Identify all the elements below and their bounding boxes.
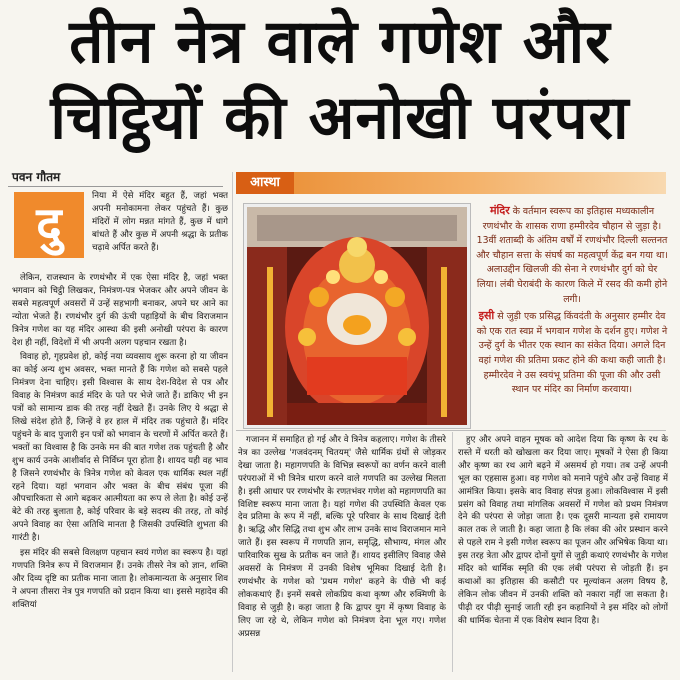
left-col-paragraph-3: इस मंदिर की सबसे विलक्षण पहचान स्वयं गणेश का स्वरूप है। यहां गणपति त्रिनेत्र रूप में विराजमान हैं। उनके तीसरे नेत्र को ज्ञान, शक्ति और दिव्य दृष्टि का प्रतीक माना जाता है। लोकमान्यता के अनुसार शिव ने अपना तीसरा नेत्र पुत्र गणपति को प्रदान किया था। इससे महादेव की शक्तियां — [12, 548, 228, 610]
left-col-paragraph-1: लेकिन, राजस्थान के रणथंभौर में एक ऐसा मंदिर है, जहां भक्त भगवान को चिट्ठी लिखकर, निमंत्रण-पत्र भेजकर और अपने जीवन के सबसे महत्वपूर्ण अवसरों में उन्हें सहभागी बनाकर, अपने घर आने का न्योता भेजते हैं। रणथंभौर दुर्ग की ऊंची पहाड़ियों के बीच विराजमान त्रिनेत्र गणेश का यह मंदिर आस्था की इसी अनोखी परंपरा के कारण देश ही नहीं, विदेशों में भी अपनी अलग पहचान रखता है। — [12, 273, 228, 348]
side-paragraph-1: के वर्तमान स्वरूप का इतिहास मध्यकालीन रणथंभौर के शासक राणा हम्मीरदेव चौहान से जुड़ा है। 13वीं शताब्दी के अंतिम वर्षों में रणथंभौर दिल्ली सल्तनत और चौहान सत्ता के संघर्ष का महत्वपूर्ण केंद्र बन गया था। अलाउद्दीन खिलजी की सेना ने रणथंभौर दुर्ग को घेर लिया। लंबी घेराबंदी के कारण किले में रसद की कमी होने लगी। — [476, 206, 668, 305]
right-col-paragraph: हुए और अपने वाहन मूषक को आदेश दिया कि कृष्ण के रथ के रास्ते में धरती को खोखला कर दिया जाए। मूषकों ने ऐसा ही किया और कृष्ण का रथ आगे बढ़ने में असमर्थ हो गया। तब उन्हें अपनी भूल का एहसास हुआ। वह गणेश को मनाने पहुंचे और उन्हें विवाह में आमंत्रित किया। इसके बाद विवाह संपन्न हुआ। लोकविश्वास में इसी प्रसंग को विवाह तथा मांगलिक अवसरों में गणेश को प्रथम निमंत्रण देने की परंपरा से जोड़ा जाता है। एक दूसरी मान्यता इसे रामायण काल तक ले जाती है। कहा जाता है कि लंका की ओर प्रस्थान करने से पहले राम ने इसी गणेश स्वरूप का पूजन और अभिषेक किया था। इस तरह त्रेता और द्वापर दोनों युगों से जुड़ी कथाएं रणथंभौर के गणेश मंदिर को धार्मिक स्मृति की एक लंबी परंपरा से जोड़ती हैं। इन कथाओं का इतिहास की कसौटी पर मूल्यांकन अलग विषय है, लेकिन लोक जीवन में उनकी शक्ति को नकारा नहीं जा सकता है। पीढ़ी दर पीढ़ी सुनाई जाती रही इन कहानियों ने इस मंदिर को लोगों की धार्मिक चेतना में एक विशेष स्थान दिया है। — [458, 435, 668, 626]
section-box-divider — [236, 430, 666, 431]
left-col-paragraph-2: विवाह हो, गृहप्रवेश हो, कोई नया व्यवसाय शुरू करना हो या जीवन का कोई अन्य शुभ अवसर, भक्त मानते हैं कि गणेश को सबसे पहले निमंत्रण देना चाहिए। इसी विश्वास के साथ देश-विदेश से पत्र और विवाह के निमंत्रण कार्ड मंदिर के पते पर भेजे जाते हैं। डाकिए भी इन पत्रों को सामान्य डाक की तरह नहीं देखते हैं। उनके लिए ये श्रद्धा से लिखे संदेश होते हैं, जिन्हें वे हर हाल में मंदिर तक पहुंचाते हैं। मंदिर पहुंचने के बाद पुजारी इन पत्रों को भगवान के चरणों में अर्पित करते हैं। भक्तों का विश्वास है कि उनके मन की बात गणेश तक पहुंचती है और शुभ कार्य उनके आशीर्वाद से निर्विघ्न पूरा होता है। शायद यही वह भाव है जिसने रणथंभौर के त्रिनेत्र गणेश को केवल एक धार्मिक स्थल नहीं रहने दिया। यहां भगवान और भक्त के बीच संबंध पूजा की औपचारिकता से आगे बढ़कर आत्मीयता का रूप ले लेता है। कोई उन्हें बेटे की तरह बुलाता है, कोई परिवार के बड़े सदस्य की तरह, तो कोई अपने विवाह का ऐसा अतिथि मानता है जिसकी उपस्थिति शुभता की गारंटी है। — [12, 352, 228, 544]
section-label: आस्था — [236, 172, 294, 194]
left-column — [12, 272, 228, 672]
side-paragraph-2: से जुड़ी एक प्रसिद्ध किंवदंती के अनुसार हम्मीर देव को एक रात स्वप्न में भगवान गणेश के दर्शन हुए। गणेश ने उन्हें दुर्ग के भीतर एक स्थान का संकेत दिया। अगले दिन वहां गणेश की प्रतिमा प्रकट होने की कथा कही जाती है। हम्मीरदेव ने उस स्वयंभू प्रतिमा की पूजा की और उसी स्थान पर मंदिर का निर्माण करवाया। — [476, 311, 668, 396]
byline-divider — [8, 186, 223, 187]
intro-paragraph: निया में ऐसे मंदिर बहुत हैं, जहां भक्त अपनी मनोकामना लेकर पहुंचते हैं। कुछ मंदिरों में लोग मन्नत मांगते हैं, कुछ में धागे बांधते हैं और कुछ में अपनी श्रद्धा के प्रतीक चढ़ावे अर्पित करते हैं। — [92, 191, 228, 253]
ganesha-idol-photo — [244, 204, 470, 428]
side-highlight-1: मंदिर — [489, 204, 510, 217]
side-highlight-2: इसी — [478, 309, 495, 323]
section-banner — [236, 172, 666, 194]
author-byline: पवन गौतम — [12, 170, 61, 184]
headline — [0, 0, 680, 158]
side-history-panel — [476, 204, 668, 422]
middle-col-paragraph: गजानन में समाहित हो गई और वे त्रिनेत्र कहलाए। गणेश के तीसरे नेत्र का उल्लेख 'गजवंदनम् चितयम्' जैसे धार्मिक ग्रंथों से जोड़कर देखा जाता है। महागणपति के विभिन्न स्वरूपों का वर्णन करने वाली परंपराओं में भी त्रिनेत्र धारण करने वाले गणपति का उल्लेख मिलता है। इसी आधार पर रणथंभौर के रणतभंवर गणेश को महागणपति का विशिष्ट स्वरूप माना जाता है। यहां गणेश की उपस्थिति केवल एक देव प्रतिमा के रूप में नहीं, बल्कि पूरे परिवार के साथ दिखाई देती है। ऋद्धि और सिद्धि तथा शुभ और लाभ उनके साथ विराजमान माने जाते हैं। इस स्वरूप में गणपति ज्ञान, समृद्धि, सौभाग्य, मंगल और पारिवारिक सुख के प्रतीक बन जाते हैं। शायद इसीलिए विवाह जैसे अवसरों के निमंत्रण में उनकी विशेष भूमिका दिखाई देती है। रणथंभौर के गणेश को 'प्रथम गणेश' कहने के पीछे भी कई लोककथाएं हैं। इनमें सबसे लोकप्रिय कथा कृष्ण और रुक्मिणी के विवाह से जुड़ी है। कहा जाता है कि द्वापर युग में कृष्ण विवाह के लिए जा रहे थे, लेकिन गणेश को निमंत्रण देना भूल गए। गणेश अप्रसन्न — [238, 435, 446, 639]
drop-cap: दु — [14, 192, 84, 258]
headline-line-1: तीन नेत्र वाले गणेश और — [69, 7, 611, 77]
headline-line-2: चिट्ठियों की अनोखी परंपरा — [50, 83, 630, 153]
middle-column — [238, 434, 446, 672]
column-divider-2 — [452, 432, 453, 672]
right-column — [458, 434, 668, 672]
column-divider — [232, 172, 233, 672]
